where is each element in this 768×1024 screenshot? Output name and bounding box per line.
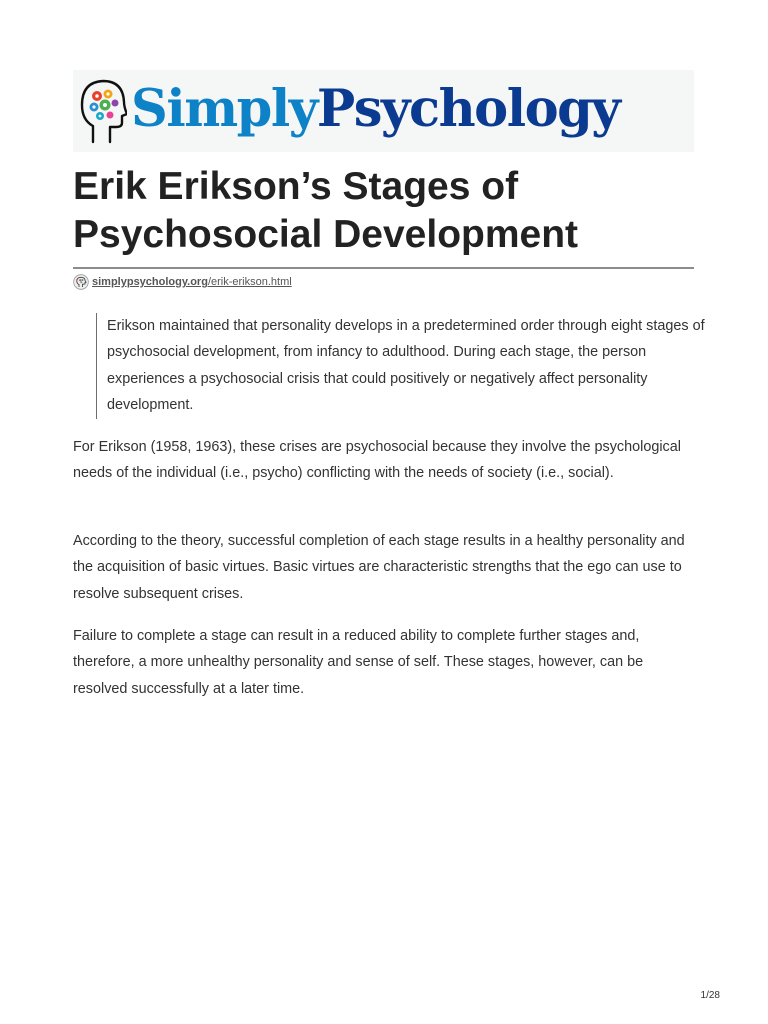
site-banner [73, 70, 694, 152]
site-favicon-icon [73, 274, 89, 290]
page-title: Erik Erikson’s Stages of Psychosocial Development [73, 165, 579, 256]
title-divider [73, 267, 694, 269]
source-link[interactable] [92, 276, 292, 288]
source-link-row [73, 273, 292, 291]
paragraph-3: Failure to complete a stage can result in a reduced ability to complete further stages and, therefore, a more unhealthy personality and sense of self. These stages, however, can be resolved successfully at a later time. [73, 628, 644, 697]
brand-simply: Simply [131, 79, 317, 139]
paragraph-1: For Erikson (1958, 1963), these crises are psychosocial because they involve the psychological needs of the individual (i.e., psycho) conflicting with the needs of society (i.e., social). [73, 439, 681, 482]
paragraph-2: According to the theory, successful completion of each stage results in a healthy personality and the acquisition of basic virtues. Basic virtues are characteristic strengths that the ego can use to resolve subsequent crises. [73, 533, 685, 602]
source-path: /erik-erikson.html [207, 276, 292, 288]
source-domain: simplypsychology.org [92, 276, 208, 288]
brand-psychology: Psychology [316, 79, 620, 139]
brain-gears-icon [79, 76, 127, 144]
summary-quote: Erikson maintained that personality develops in a predetermined order through eight stages of psychosocial development, from infancy to adulthood. During each stage, the person experiences a psychosocial crisis that could positively or negatively affect personality development. [96, 313, 707, 419]
page-number: 1/28 [700, 990, 720, 1001]
site-logo-text [131, 76, 619, 142]
